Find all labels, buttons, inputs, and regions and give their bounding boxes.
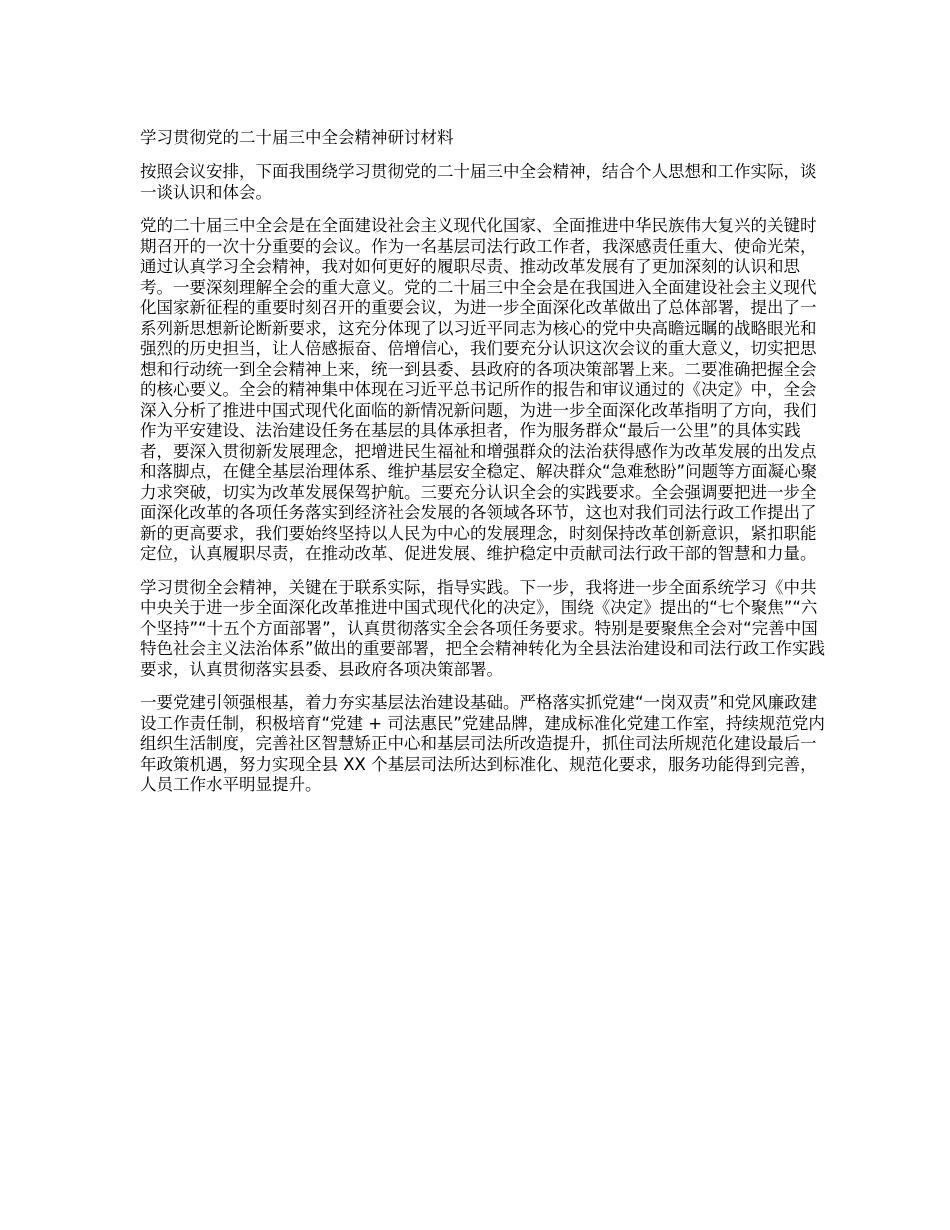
paragraph-intro: 按照会议安排，下面我围绕学习贯彻党的二十届三中全会精神，结合个人思想和工作实际，谈一谈认识和体会。 [140,162,817,202]
paragraph-next-steps: 学习贯彻全会精神，关键在于联系实际，指导实践。下一步，我将进一步全面系统学习《中共中央关于进一步全面深化改革推进中国式现代化的决定》，围绕《决定》提出的“七个聚焦”“六个坚持”“十五个方面部署”，认真贯彻落实全会各项任务要求。特别是要聚焦全会对“完善中国特色社会主义法治体系”做出的重要部署，把全会精神转化为全县法治建设和司法行政工作实践要求，认真贯彻落实县委、县政府各项决策部署。 [140,577,826,679]
document-page [140,128,830,809]
paragraph-party-building: 一要党建引领强根基，着力夯实基层法治建设基础。严格落实抓党建“一岗双责”和党风廉政建设工作责任制，积极培育“党建 + 司法惠民”党建品牌，建成标准化党建工作室，持续规范党内组织生活制度，完善社区智慧矫正中心和基层司法所改造提升，抓住司法所规范化建设最后一年政策机遇，努力实现全县 XX 个基层司法所达到标准化、规范化要求，服务功能得到完善，人员工作水平明显提升。 [140,693,825,794]
document-title: 学习贯彻党的二十届三中全会精神研讨材料 [140,128,454,147]
paragraph-significance: 党的二十届三中全会是在全面建设社会主义现代化国家、全面推进中华民族伟大复兴的关键时期召开的一次十分重要的会议。作为一名基层司法行政工作者，我深感责任重大、使命光荣，通过认真学习全会精神，我对如何更好的履职尽责、推动改革发展有了更加深刻的认识和思考。一要深刻理解全会的重大意义。党的二十届三中全会是在我国进入全面建设社会主义现代化国家新征程的重要时刻召开的重要会议，为进一步全面深化改革做出了总体部署，提出了一系列新思想新论断新要求，这充分体现了以习近平同志为核心的党中央高瞻远瞩的战略眼光和强烈的历史担当，让人倍感振奋、倍增信心，我们要充分认识这次会议的重大意义，切实把思想和行动统一到全会精神上来，统一到县委、县政府的各项决策部署上来。二要准确把握全会的核心要义。全会的精神集中体现在习近平总书记所作的报告和审议通过的《决定》中，全会深入分析了推进中国式现代化面临的新情况新问题，为进一步全面深化改革指明了方向，我们作为平安建设、法治建设任务在基层的具体承担者，作为服务群众“最后一公里”的具体实践者，要深入贯彻新发展理念，把增进民生福祉和增强群众的法治获得感作为改革发展的出发点和落脚点，在健全基层治理体系、维护基层安全稳定、解决群众“急难愁盼”问题等方面凝心聚力求突破，切实为改革发展保驾护航。三要充分认识全会的实践要求。全会强调要把进一步全面深化改革的各项任务落实到经济社会发展的各领域各环节，这也对我们司法行政工作提出了新的更高要求，我们要始终坚持以人民为中心的发展理念，时刻保持改革创新意识，紧扣职能定位，认真履职尽责，在推动改革、促进发展、维护稳定中贡献司法行政干部的智慧和力量。 [140,216,818,563]
